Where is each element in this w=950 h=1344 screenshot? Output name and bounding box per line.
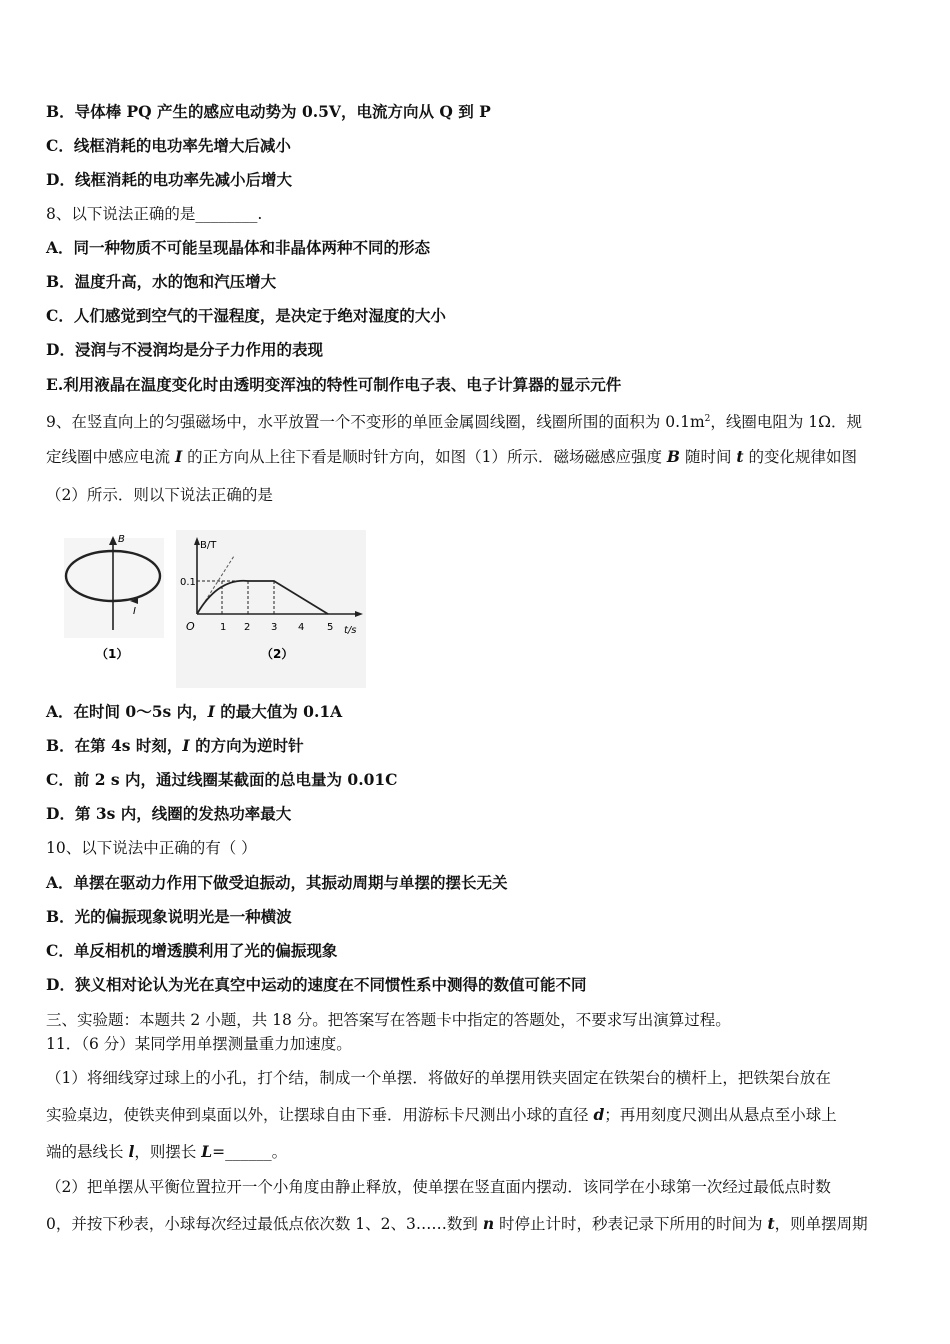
q9-stem-b1: 定线圈中感应电流	[46, 448, 175, 466]
q7-option-c: C．线框消耗的电功率先增大后减小	[46, 136, 291, 155]
q9-option-d: D．第 3s 内，线圈的发热功率最大	[46, 804, 292, 823]
q9-stem-line2	[46, 447, 857, 467]
q9-option-b-1: B．在第 4s 时刻，	[46, 736, 183, 755]
x-tick-3: 3	[271, 622, 278, 633]
origin-label: O	[186, 620, 195, 633]
q8-option-e: E.利用液晶在温度变化时由透明变浑浊的特性可制作电子表、电子计算器的显示元件	[46, 375, 622, 394]
section-3-heading: 三、实验题：本题共 2 小题，共 18 分。把答案写在答题卡中指定的答题处，不要求写出演算过程。	[46, 1011, 731, 1029]
fig1-i-label: I	[133, 606, 136, 617]
q9-stem-line3: （2）所示．则以下说法正确的是	[46, 486, 273, 504]
q9-stem-I: I	[174, 447, 183, 466]
q10-stem: 10、以下说法中正确的有（ ）	[46, 839, 257, 857]
q9-stem-a1: 9、在竖直向上的匀强磁场中，水平放置一个不变形的单匝金属圆线圈，线圈所围的面积为 0.1m	[46, 413, 705, 432]
q10-option-d: D．狭义相对论认为光在真空中运动的速度在不同惯性系中测得的数值可能不同	[46, 975, 587, 994]
q9-stem-sup: 2	[704, 414, 711, 424]
q11-p1-c2: ，则摆长	[134, 1143, 202, 1161]
fig1-b-label: B	[118, 534, 125, 545]
q9-option-a-1: A．在时间 0～5s 内，	[46, 702, 208, 721]
q11-p1-line1: （1）将细线穿过球上的小孔，打个结，制成一个单摆．将做好的单摆用铁夹固定在铁架台的横杆上，把铁架台放在	[46, 1069, 831, 1087]
q11-p2-line2	[46, 1214, 868, 1234]
q10-option-c: C．单反相机的增透膜利用了光的偏振现象	[46, 941, 338, 960]
y-axis-label: B/T	[200, 540, 217, 551]
q9-option-c: C．前 2 s 内，通过线圈某截面的总电量为 0.01C	[46, 770, 398, 789]
x-axis-label: t/s	[344, 625, 357, 636]
q9-stem-B: B	[666, 447, 681, 466]
q9-stem-line1	[46, 409, 862, 432]
q9-option-b	[46, 736, 304, 756]
q8-option-c: C．人们感觉到空气的干湿程度，是决定于绝对湿度的大小	[46, 306, 446, 325]
q11-stem: 11．（6 分）某同学用单摆测量重力加速度。	[46, 1035, 352, 1053]
q11-p1-d: d	[593, 1105, 605, 1124]
q7-option-b: B．导体棒 PQ 产生的感应电动势为 0.5V，电流方向从 Q 到 P	[46, 102, 491, 121]
q11-p1-L: L	[201, 1142, 213, 1161]
x-tick-4: 4	[298, 622, 305, 633]
x-tick-5: 5	[327, 622, 334, 633]
q8-stem: 8、以下说法正确的是________.	[46, 205, 263, 223]
q9-option-b-2: 的方向为逆时针	[189, 736, 304, 755]
q11-p2-n: n	[482, 1214, 495, 1233]
fig2-caption: （2）	[261, 647, 294, 661]
q11-p1-c1: 端的悬线长	[46, 1143, 129, 1161]
q9-option-a-2: 的最大值为 0.1A	[214, 702, 343, 721]
q9-figures	[58, 530, 378, 694]
q9-stem-a2: ，线圈电阻为 1Ω．规	[710, 413, 863, 432]
q9-stem-b2: 的正方向从上往下看是顺时针方向，如图（1）所示．磁场磁感应强度	[182, 448, 667, 466]
q9-stem-t: t	[736, 447, 744, 466]
q9-stem-b4: 的变化规律如图	[743, 448, 857, 466]
q11-p2-t: t	[767, 1214, 775, 1233]
q8-option-a: A．同一种物质不可能呈现晶体和非晶体两种不同的形态	[46, 238, 431, 257]
q10-option-a: A．单摆在驱动力作用下做受迫振动，其振动周期与单摆的摆长无关	[46, 873, 508, 892]
y-tick-label: 0.1	[180, 577, 196, 588]
q8-option-d: D．浸润与不浸润均是分子力作用的表现	[46, 340, 323, 359]
q11-p1-l: l	[128, 1142, 135, 1161]
q11-p1-line2	[46, 1105, 837, 1125]
figure2-background	[176, 530, 366, 688]
q11-p1-c3: =______。	[212, 1143, 288, 1161]
figure1-background	[64, 538, 164, 638]
q11-p1-line3	[46, 1142, 287, 1162]
q9-stem-b3: 随时间	[680, 448, 737, 466]
q9-option-b-I: I	[182, 736, 190, 755]
q11-p1-b1: 实验桌边，使铁夹伸到桌面以外，让摆球自由下垂．用游标卡尺测出小球的直径	[46, 1106, 594, 1124]
fig1-caption: （1）	[96, 647, 129, 661]
q11-p2-line1: （2）把单摆从平衡位置拉开一个小角度由静止释放，使单摆在竖直面内摆动．该同学在小球第一次经过最低点时数	[46, 1178, 831, 1196]
q11-p2-b1: 0，并按下秒表，小球每次经过最低点依次数 1、2、3……数到	[46, 1215, 483, 1233]
q11-p2-b3: ，则单摆周期	[774, 1215, 868, 1233]
q7-option-d: D．线框消耗的电功率先减小后增大	[46, 170, 292, 189]
q9-option-a	[46, 702, 342, 722]
q11-p1-b2: ；再用刻度尺测出从悬点至小球上	[604, 1106, 837, 1124]
q8-option-b: B．温度升高，水的饱和汽压增大	[46, 272, 277, 291]
q11-p2-b2: 时停止计时，秒表记录下所用的时间为	[494, 1215, 768, 1233]
q10-option-b: B．光的偏振现象说明光是一种横波	[46, 907, 292, 926]
q9-figure-svg	[58, 530, 378, 690]
x-tick-1: 1	[220, 622, 227, 633]
q9-option-a-I: I	[207, 702, 215, 721]
x-tick-2: 2	[244, 622, 251, 633]
